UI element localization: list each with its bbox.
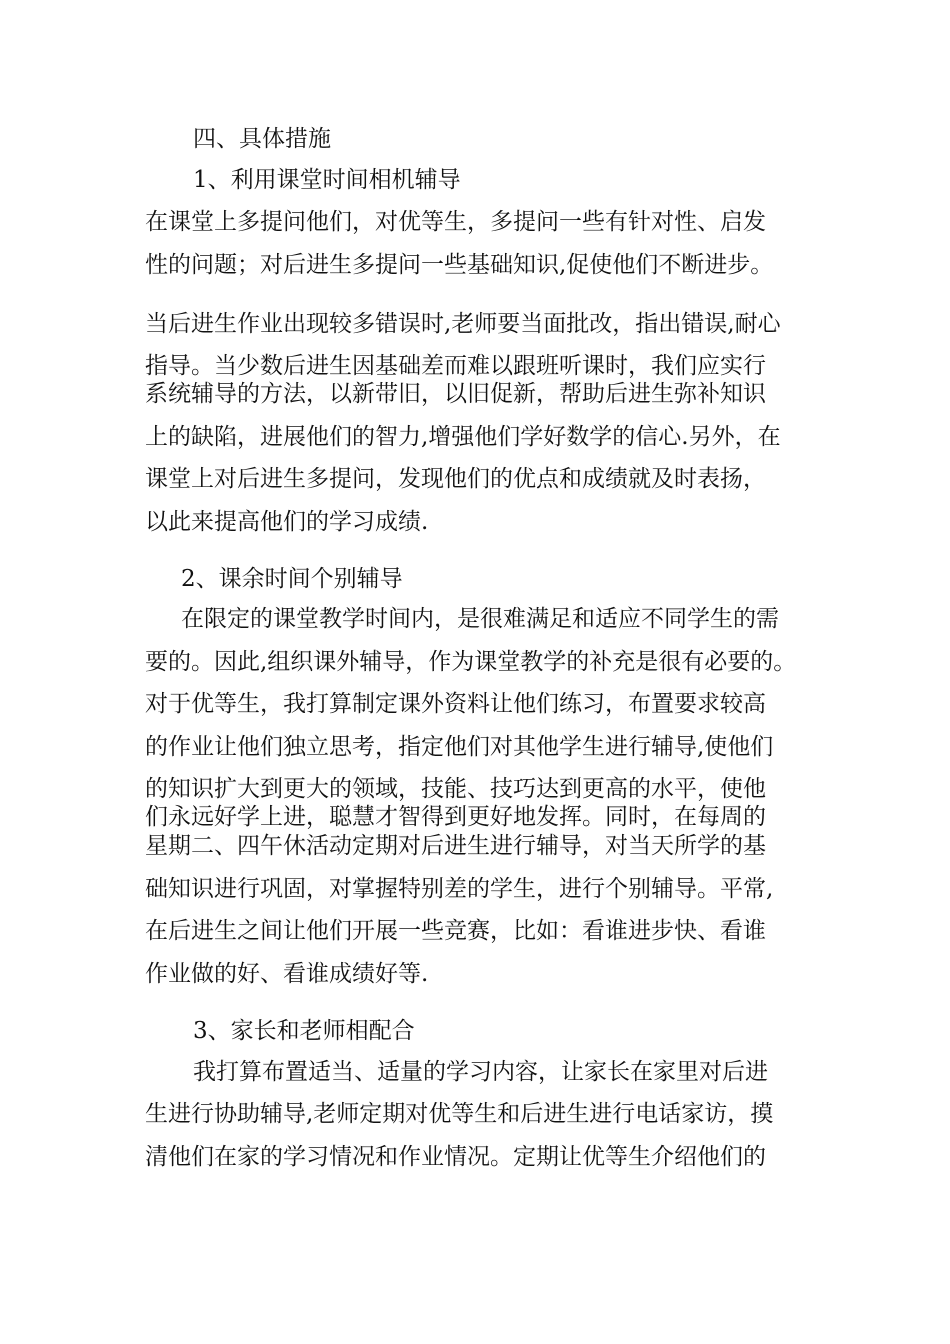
text-line: 对于优等生，我打算制定课外资料让他们练习，布置要求较高 xyxy=(145,691,766,717)
text-line: 在限定的课堂教学时间内，是很难满足和适应不同学生的需 xyxy=(181,606,779,632)
text-line: 的知识扩大到更大的领域，技能、技巧达到更高的水平，使他 xyxy=(145,776,766,802)
subheading-parent-teacher-cooperation: 3、家长和老师相配合 xyxy=(193,1018,415,1044)
text-line: 们永远好学上进，聪慧才智得到更好地发挥。同时，在每周的 xyxy=(145,804,766,830)
text-line: 系统辅导的方法，以新带旧，以旧促新，帮助后进生弥补知识 xyxy=(145,381,766,407)
text-line: 课堂上对后进生多提问，发现他们的优点和成绩就及时表扬， xyxy=(145,466,766,492)
text-line: 作业做的好、看谁成绩好等. xyxy=(145,961,429,987)
subheading-after-class-tutoring: 2、课余时间个别辅导 xyxy=(181,566,403,592)
text-line: 当后进生作业出现较多错误时,老师要当面批改，指出错误,耐心 xyxy=(145,311,781,337)
text-line: 性的问题；对后进生多提问一些基础知识,促使他们不断进步。 xyxy=(145,252,774,278)
text-line: 指导。当少数后进生因基础差而难以跟班听课时，我们应实行 xyxy=(145,353,766,379)
text-line: 上的缺陷，进展他们的智力,增强他们学好数学的信心.另外，在 xyxy=(145,424,781,450)
text-line: 我打算布置适当、适量的学习内容，让家长在家里对后进 xyxy=(193,1059,768,1085)
text-line: 星期二、四午休活动定期对后进生进行辅导，对当天所学的基 xyxy=(145,833,766,859)
text-line: 清他们在家的学习情况和作业情况。定期让优等生介绍他们的 xyxy=(145,1144,766,1170)
text-line: 在后进生之间让他们开展一些竞赛，比如：看谁进步快、看谁 xyxy=(145,918,766,944)
text-line: 以此来提高他们的学习成绩. xyxy=(145,509,429,535)
text-line: 础知识进行巩固，对掌握特别差的学生，进行个别辅导。平常, xyxy=(145,876,774,902)
text-line: 要的。因此,组织课外辅导，作为课堂教学的补充是很有必要的。 xyxy=(145,649,797,675)
text-line: 在课堂上多提问他们，对优等生，多提问一些有针对性、启发 xyxy=(145,209,766,235)
text-line: 生进行协助辅导,老师定期对优等生和后进生进行电话家访，摸 xyxy=(145,1101,774,1127)
heading-specific-measures: 四、具体措施 xyxy=(193,126,331,152)
text-line: 的作业让他们独立思考，指定他们对其他学生进行辅导,使他们 xyxy=(145,734,774,760)
subheading-class-time-tutoring: 1、利用课堂时间相机辅导 xyxy=(193,167,461,193)
